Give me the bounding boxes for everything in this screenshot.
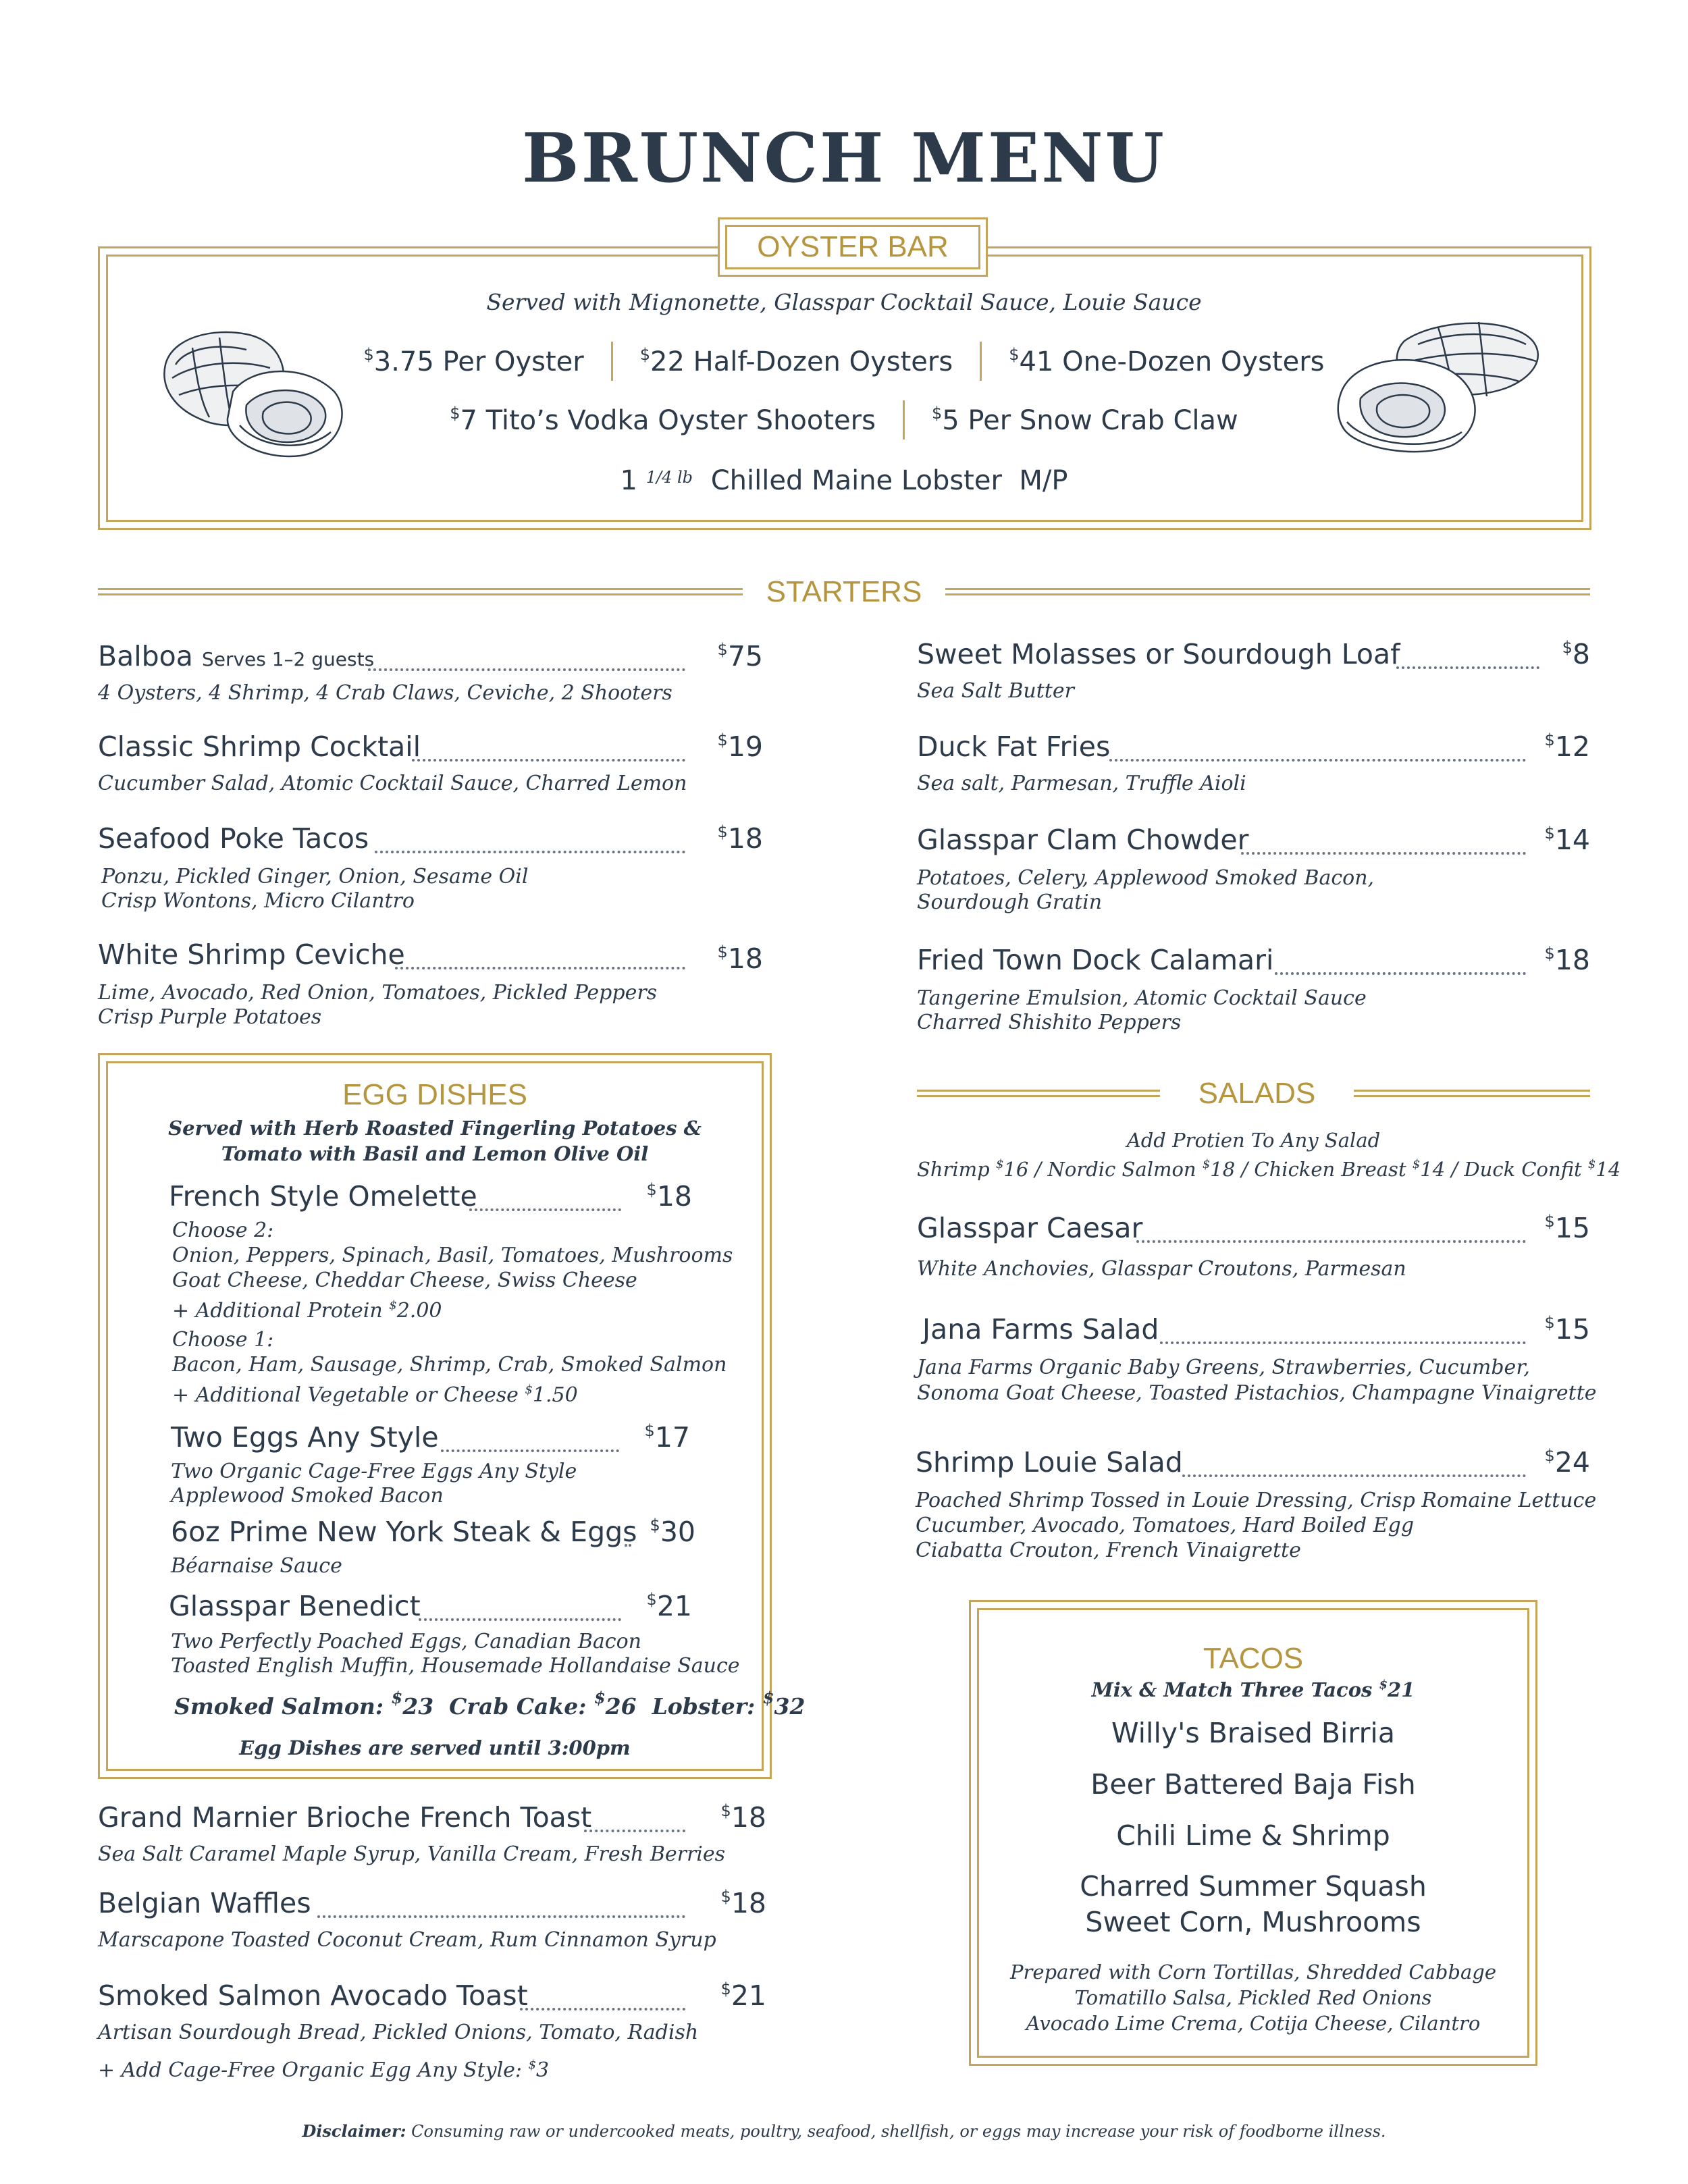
half-dozen-price: $22 Half-Dozen Oysters <box>639 345 953 377</box>
egg-dishes-heading: EGG DISHES <box>342 1078 527 1111</box>
item-desc: Crisp Purple Potatoes <box>98 1005 322 1029</box>
item-name: Classic Shrimp Cocktail <box>98 730 421 763</box>
tacos-heading: TACOS <box>1203 1642 1304 1675</box>
lobster-price: 1 $^{1/4 lb}$ Chilled Maine Lobster M/P <box>620 465 1068 496</box>
item-name: Grand Marnier Brioche French Toast <box>98 1801 592 1834</box>
item-price: $24 <box>1544 1446 1590 1479</box>
shooters-price: $7 Tito’s Vodka Oyster Shooters <box>450 404 876 436</box>
item-price: $21 <box>720 1979 766 2012</box>
salads-divider-left <box>917 1090 1160 1097</box>
menu-item-fried-town-dock-calamari <box>917 944 1590 1038</box>
item-name: White Shrimp Ceviche <box>98 938 405 971</box>
item-price: $14 <box>1544 824 1590 856</box>
item-name: Glasspar Clam Chowder <box>917 824 1249 856</box>
menu-item-seafood-poke-tacos <box>98 822 763 917</box>
item-price: $15 <box>1544 1212 1590 1244</box>
item-price: $18 <box>720 1801 766 1834</box>
starters-divider-left <box>98 588 743 595</box>
item-desc: Ciabatta Crouton, French Vinaigrette <box>916 1539 1301 1562</box>
salad-protein-shrimp: Shrimp $16 <box>917 1157 1029 1181</box>
menu-item-french-style-omelette <box>169 1180 733 1407</box>
salad-protein-duck: Duck Confit $14 <box>1464 1157 1621 1181</box>
item-price: $30 <box>650 1516 695 1548</box>
item-price: $12 <box>1544 730 1590 763</box>
salad-add-protein-label: Add Protien To Any Salad <box>1126 1129 1381 1152</box>
benedict-option-lobster: Lobster: $32 <box>652 1688 806 1720</box>
item-name: Balboa <box>98 640 193 672</box>
menu-title: BRUNCH MENU <box>522 118 1166 198</box>
item-price: $21 <box>646 1590 692 1622</box>
item-name: Two Eggs Any Style <box>171 1421 439 1454</box>
item-name: Glasspar Caesar <box>917 1212 1143 1244</box>
avocado-toast-addon: + Add Cage-Free Organic Egg Any Style: $3 <box>98 2058 550 2082</box>
item-price: $18 <box>1544 944 1590 976</box>
lobster-row <box>0 460 1688 501</box>
menu-item-glasspar-caesar <box>917 1212 1590 1279</box>
menu-item-glasspar-benedict <box>169 1590 740 1678</box>
item-price: $18 <box>717 942 763 975</box>
benedict-options <box>174 1688 805 1720</box>
item-desc: Béarnaise Sauce <box>171 1554 342 1578</box>
item-name: Shrimp Louie Salad <box>916 1446 1183 1479</box>
oyster-illustration-left-icon <box>152 317 354 466</box>
item-desc: 4 Oysters, 4 Shrimp, 4 Crab Claws, Ceviche, 2 Shooters <box>98 681 672 705</box>
item-name: Fried Town Dock Calamari <box>917 944 1274 976</box>
taco-birria: Willy's Braised Birria <box>1111 1717 1395 1749</box>
crab-claw-price: $5 Per Snow Crab Claw <box>931 404 1238 436</box>
disclaimer-label: Disclaimer: <box>302 2121 406 2141</box>
tacos-desc: Prepared with Corn Tortillas, Shredded Cabbage Tomatillo Salsa, Pickled Red Onions Avocado Lime Crema, Cotija Cheese, Cilantro <box>1009 1961 1496 2035</box>
item-price: $18 <box>646 1180 692 1213</box>
benedict-option-smoked-salmon: Smoked Salmon: $23 <box>174 1688 434 1720</box>
item-price: $15 <box>1544 1313 1590 1346</box>
salad-protein-chicken: Chicken Breast $14 <box>1254 1157 1446 1181</box>
starters-divider-right <box>945 588 1590 595</box>
item-name: Glasspar Benedict <box>169 1590 421 1622</box>
choose-2-line: Onion, Peppers, Spinach, Basil, Tomatoes, Mushrooms <box>172 1244 733 1267</box>
menu-item-jana-farms-salad <box>917 1313 1597 1408</box>
item-desc: Tangerine Emulsion, Atomic Cocktail Sauce <box>917 986 1367 1010</box>
menu-item-sweet-molasses-loaf <box>917 638 1590 705</box>
item-desc: Two Perfectly Poached Eggs, Canadian Bacon <box>171 1630 641 1653</box>
item-price: $75 <box>717 640 763 672</box>
menu-item-duck-fat-fries <box>917 730 1590 798</box>
one-dozen-price: $41 One-Dozen Oysters <box>1009 345 1325 377</box>
taco-chili-lime-shrimp: Chili Lime & Shrimp <box>1116 1819 1390 1852</box>
item-desc: White Anchovies, Glasspar Croutons, Parmesan <box>917 1257 1406 1281</box>
item-price: $17 <box>644 1421 690 1454</box>
starters-heading: STARTERS <box>766 575 922 608</box>
item-desc: Sea Salt Butter <box>917 679 1074 703</box>
add-protein: + Additional Protein $2.00 <box>172 1298 442 1323</box>
item-price: $19 <box>717 730 763 763</box>
disclaimer <box>0 2121 1688 2141</box>
choose-2-label: Choose 2: <box>172 1219 274 1242</box>
choose-2-line: Goat Cheese, Cheddar Cheese, Swiss Cheese <box>172 1269 637 1292</box>
item-desc: Ponzu, Pickled Ginger, Onion, Sesame Oil <box>101 865 529 888</box>
item-desc: Applewood Smoked Bacon <box>171 1484 444 1508</box>
salad-protein-salmon: Nordic Salmon $18 <box>1047 1157 1236 1181</box>
item-price: $18 <box>720 1887 766 1919</box>
item-desc: Lime, Avocado, Red Onion, Tomatoes, Pickled Peppers <box>98 981 658 1005</box>
oyster-served-with: Served with Mignonette, Glasspar Cocktail Sauce, Louie Sauce <box>486 289 1202 315</box>
menu-item-balboa <box>98 640 763 708</box>
per-oyster-price: $3.75 Per Oyster <box>363 345 584 377</box>
item-desc: Sea salt, Parmesan, Truffle Aioli <box>917 772 1246 795</box>
disclaimer-text: Consuming raw or undercooked meats, poultry, seafood, shellfish, or eggs may increase your risk of foodborne illness. <box>411 2122 1386 2141</box>
menu-item-glasspar-clam-chowder <box>917 824 1590 918</box>
menu-item-two-eggs-any-style <box>171 1421 692 1509</box>
egg-served-with: Served with Herb Roasted Fingerling Potatoes & Tomato with Basil and Lemon Olive Oil <box>168 1117 702 1165</box>
item-price: $8 <box>1562 638 1590 670</box>
egg-dishes-footer: Egg Dishes are served until 3:00pm <box>239 1736 631 1759</box>
choose-1-label: Choose 1: <box>172 1328 274 1352</box>
item-note: Serves 1–2 guests <box>201 648 375 670</box>
taco-baja-fish: Beer Battered Baja Fish <box>1090 1768 1416 1801</box>
item-desc: Toasted English Muffin, Housemade Hollandaise Sauce <box>171 1654 740 1678</box>
item-name: Seafood Poke Tacos <box>98 822 369 855</box>
taco-summer-squash: Charred Summer Squash <box>1080 1870 1427 1902</box>
tacos-subtitle: Mix & Match Three Tacos $21 <box>1091 1678 1415 1701</box>
menu-item-shrimp-louie-salad <box>916 1446 1597 1568</box>
taco-sweet-corn-mushrooms: Sweet Corn, Mushrooms <box>1085 1906 1421 1938</box>
benedict-option-crab-cake: Crab Cake: $26 <box>449 1688 637 1720</box>
salads-divider-right <box>1354 1090 1590 1097</box>
oyster-bar-tab <box>718 217 988 277</box>
choose-1-line: Bacon, Ham, Sausage, Shrimp, Crab, Smoked Salmon <box>172 1353 727 1377</box>
item-desc: Marscapone Toasted Coconut Cream, Rum Cinnamon Syrup <box>98 1928 716 1952</box>
salad-protein-options: Shrimp $16 / Nordic Salmon $18 / Chicken Breast $14 / Duck Confit $14 <box>917 1157 1621 1181</box>
menu-item-ny-steak-and-eggs <box>171 1516 695 1578</box>
item-desc: Artisan Sourdough Bread, Pickled Onions, Tomato, Radish <box>98 2021 699 2044</box>
item-name: Belgian Waffles <box>98 1887 311 1919</box>
item-name: Smoked Salmon Avocado Toast <box>98 1979 528 2012</box>
item-name: Jana Farms Salad <box>922 1313 1159 1346</box>
item-desc: Crisp Wontons, Micro Cilantro <box>101 889 415 913</box>
menu-item-smoked-salmon-avocado-toast <box>98 1979 766 2081</box>
menu-item-classic-shrimp-cocktail <box>98 730 763 798</box>
item-desc: Cucumber Salad, Atomic Cocktail Sauce, Charred Lemon <box>98 772 687 795</box>
oyster-bar-heading: OYSTER BAR <box>757 230 949 263</box>
item-desc: Cucumber, Avocado, Tomatoes, Hard Boiled Egg <box>916 1514 1415 1537</box>
item-desc: Sourdough Gratin <box>917 890 1103 914</box>
item-name: French Style Omelette <box>169 1180 477 1213</box>
item-desc: Sonoma Goat Cheese, Toasted Pistachios, Champagne Vinaigrette <box>917 1381 1597 1405</box>
menu-item-belgian-waffles <box>98 1887 766 1954</box>
item-desc: Potatoes, Celery, Applewood Smoked Bacon, <box>917 866 1375 890</box>
oyster-illustration-right-icon <box>1330 314 1553 456</box>
add-vegetable: + Additional Vegetable or Cheese $1.50 <box>172 1383 578 1407</box>
item-desc: Two Organic Cage-Free Eggs Any Style <box>171 1460 577 1483</box>
item-price: $18 <box>717 822 763 855</box>
item-name: Duck Fat Fries <box>917 730 1111 763</box>
item-desc: Jana Farms Organic Baby Greens, Strawberries, Cucumber, <box>917 1356 1530 1379</box>
item-desc: Charred Shishito Peppers <box>917 1011 1182 1034</box>
menu-item-white-shrimp-ceviche <box>98 938 763 1033</box>
item-name: Sweet Molasses or Sourdough Loaf <box>917 638 1400 670</box>
item-desc: Poached Shrimp Tossed in Louie Dressing, Crisp Romaine Lettuce <box>916 1489 1597 1512</box>
salads-heading: SALADS <box>1198 1077 1316 1110</box>
menu-item-brioche-french-toast <box>98 1801 766 1869</box>
item-desc: Sea Salt Caramel Maple Syrup, Vanilla Cream, Fresh Berries <box>98 1842 726 1866</box>
item-name: 6oz Prime New York Steak & Eggs <box>171 1516 637 1548</box>
